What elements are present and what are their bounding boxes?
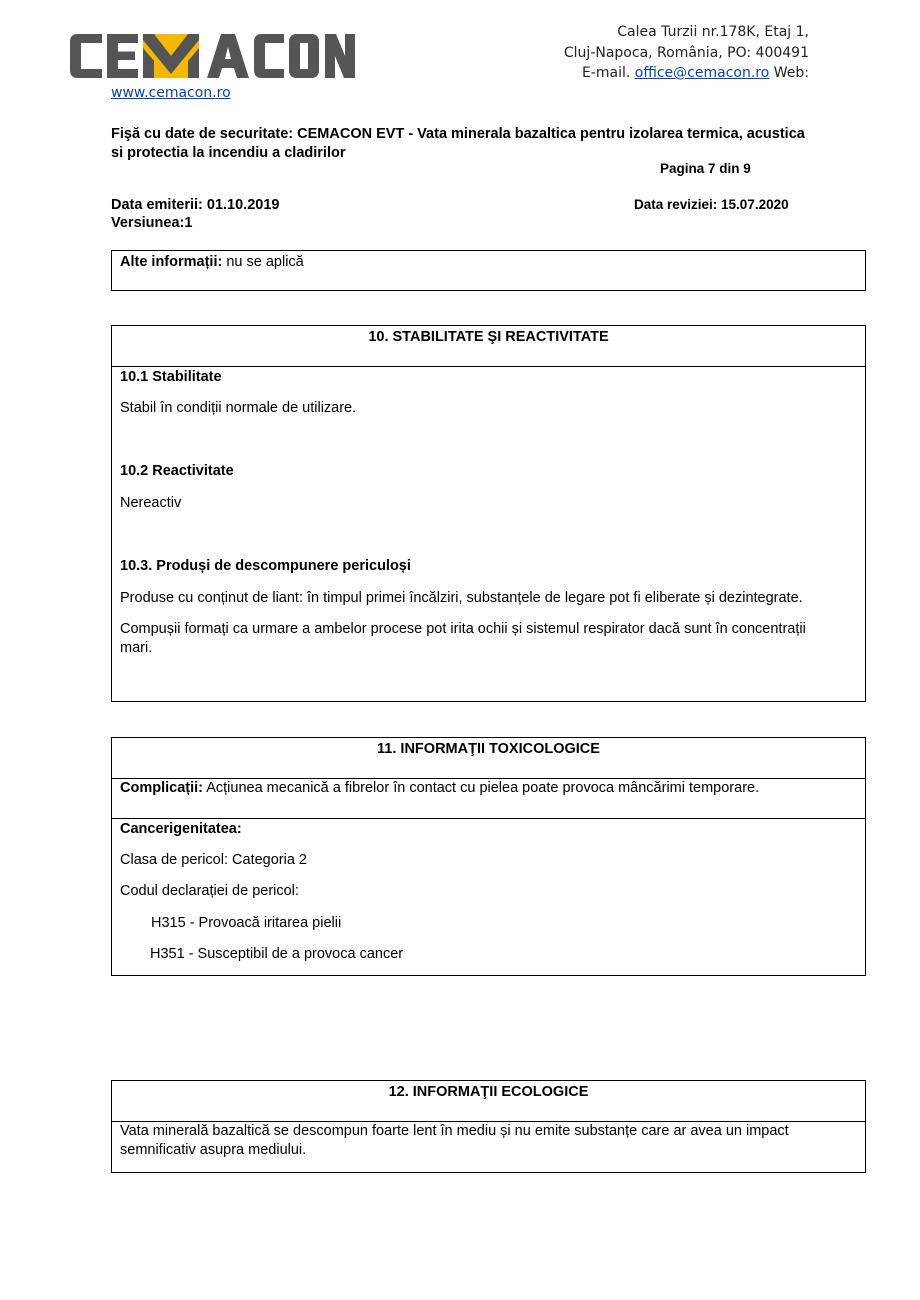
section-11-title: 11. INFORMAŢII TOXICOLOGICE — [377, 741, 600, 757]
stability-title: 10.1 Stabilitate — [120, 369, 222, 385]
issue-date: Data emiterii: 01.10.2019 — [111, 197, 280, 213]
company-logo — [70, 34, 355, 78]
email-label: E-mail. — [581, 65, 631, 81]
web-label: Web: — [773, 65, 809, 81]
issue-info — [111, 196, 279, 232]
section-10-box — [111, 325, 866, 702]
email-line — [564, 63, 809, 84]
decomposition-title: 10.3. Produși de descompunere periculoși — [120, 558, 411, 574]
decomposition-text-2-line-2: mari. — [120, 640, 153, 656]
other-info-value: nu se aplică — [226, 254, 304, 270]
section-12-title: 12. INFORMAŢII ECOLOGICE — [388, 1084, 589, 1100]
section-12-box — [111, 1080, 866, 1173]
cemacon-logo-graphic — [70, 34, 355, 78]
decomposition-text-2-line-1: Compușii formați ca urmare a ambelor procese pot irita ochii și sistemul respirator dacă sunt în concentrații — [120, 621, 806, 637]
stability-text: Stabil în condiții normale de utilizare. — [120, 400, 357, 416]
email-link[interactable]: office@cemacon.ro — [634, 65, 770, 81]
hazard-h315: H315 - Provoacă iritarea pielii — [151, 915, 342, 931]
hazard-h351: H351 - Susceptibil de a provoca cancer — [150, 946, 404, 962]
page-number: Pagina 7 din 9 — [660, 161, 751, 176]
section-11-divider — [112, 818, 865, 819]
other-info-box — [111, 250, 866, 291]
complications-label: Complicații: — [120, 780, 203, 796]
carcinogenicity-label: Cancerigenitatea: — [120, 821, 242, 837]
ecology-text-line-2: semnificativ asupra mediului. — [120, 1142, 307, 1158]
section-11-box — [111, 737, 866, 976]
address-line-2: Cluj-Napoca, România, PO: 400491 — [563, 44, 809, 61]
ecology-text-line-1: Vata minerală bazaltică se descompun foarte lent în mediu și nu emite substanțe care ar avea un impact — [120, 1123, 789, 1139]
section-10-title: 10. STABILITATE ŞI REACTIVITATE — [368, 329, 609, 345]
reactivity-title: 10.2 Reactivitate — [120, 463, 234, 479]
revision-date: Data reviziei: 15.07.2020 — [634, 197, 789, 212]
section-11-header — [112, 738, 865, 779]
other-info-label: Alte informații: — [120, 254, 223, 270]
version: Versiunea:1 — [111, 215, 193, 231]
company-contact — [564, 22, 809, 84]
complications-text: Acțiunea mecanică a fibrelor în contact cu pielea poate provoca mâncărimi temporare. — [206, 780, 760, 796]
other-info-line — [120, 253, 304, 272]
document-title: Fişă cu date de securitate: CEMACON EVT - Vata minerala bazaltica pentru izolarea termica, acustica si protectia la incendiu a cladirilor — [111, 126, 805, 161]
reactivity-text: Nereactiv — [120, 495, 182, 511]
hazard-class: Clasa de pericol: Categoria 2 — [120, 852, 307, 868]
hazard-code-label: Codul declarației de pericol: — [120, 883, 299, 899]
decomposition-text-1: Produse cu conținut de liant: în timpul primei încălziri, substanțele de legare pot fi eliberate și dezintegrate. — [120, 590, 803, 606]
section-12-header — [112, 1081, 865, 1122]
section-10-header — [112, 326, 865, 367]
complications-line — [120, 779, 759, 798]
website-line — [111, 85, 231, 101]
website-link[interactable]: www.cemacon.ro — [111, 85, 231, 101]
address-line-1: Calea Turzii nr.178K, Etaj 1, — [617, 24, 809, 40]
